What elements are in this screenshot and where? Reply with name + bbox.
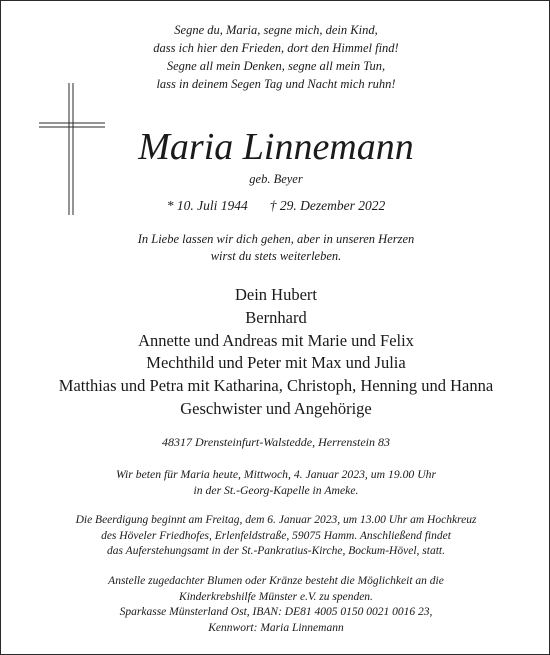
donation-line: Sparkasse Münsterland Ost, IBAN: DE81 4005 0150 0021 0016 23,	[119, 606, 433, 618]
funeral-line: des Höveler Friedhofes, Erlenfeldstraße, 59075 Hamm. Anschließend findet	[101, 529, 451, 542]
funeral-line: Die Beerdigung beginnt am Freitag, dem 6. Januar 2023, um 13.00 Uhr am Hochkreuz	[75, 514, 477, 526]
prayer-service	[1, 467, 550, 498]
birth-date: * 10. Juli 1944	[166, 198, 248, 213]
mourner: Geschwister und Angehörige	[180, 398, 372, 418]
funeral-line: das Auferstehungsamt in der St.-Pankratius-Kirche, Bockum-Hövel, statt.	[107, 545, 445, 557]
maiden-name: geb. Beyer	[249, 172, 303, 186]
address: 48317 Drensteinfurt-Walstedde, Herrenstein 83	[162, 435, 390, 449]
mourner: Annette und Andreas mit Marie und Felix	[138, 330, 414, 350]
donation-info	[1, 574, 550, 636]
prayer-line: in der St.-Georg-Kapelle in Ameke.	[193, 483, 359, 497]
mourners-list	[1, 284, 550, 421]
donation-line: Kennwort: Maria Linnemann	[208, 621, 344, 634]
deceased-name: Maria Linnemann	[138, 126, 414, 168]
poem-line: Segne du, Maria, segne mich, dein Kind,	[174, 23, 378, 37]
mourner: Bernhard	[245, 307, 307, 327]
death-date: † 29. Dezember 2022	[269, 198, 386, 213]
funeral-service	[1, 513, 550, 560]
mourner: Matthias und Petra mit Katharina, Christoph, Henning und Hanna	[58, 376, 494, 396]
farewell-line: wirst du stets weiterleben.	[210, 249, 342, 263]
mourner: Dein Hubert	[234, 285, 318, 304]
poem-line: lass in deinem Segen Tag und Nacht mich ruhn!	[156, 77, 396, 91]
donation-line: Anstelle zugedachter Blumen oder Kränze besteht die Möglichkeit an die	[108, 575, 444, 587]
poem-line: Segne all mein Denken, segne all mein Tun,	[166, 59, 386, 73]
life-dates	[1, 197, 550, 215]
farewell-line: In Liebe lassen wir dich gehen, aber in unseren Herzen	[137, 232, 415, 246]
poem-line: dass ich hier den Frieden, dort den Himmel find!	[153, 41, 399, 55]
mourner: Mechthild und Peter mit Max und Julia	[146, 353, 406, 373]
prayer-line: Wir beten für Maria heute, Mittwoch, 4. Januar 2023, um 19.00 Uhr	[115, 468, 437, 481]
donation-line: Kinderkrebshilfe Münster e.V. zu spenden.	[179, 590, 373, 603]
farewell-text	[1, 231, 550, 265]
